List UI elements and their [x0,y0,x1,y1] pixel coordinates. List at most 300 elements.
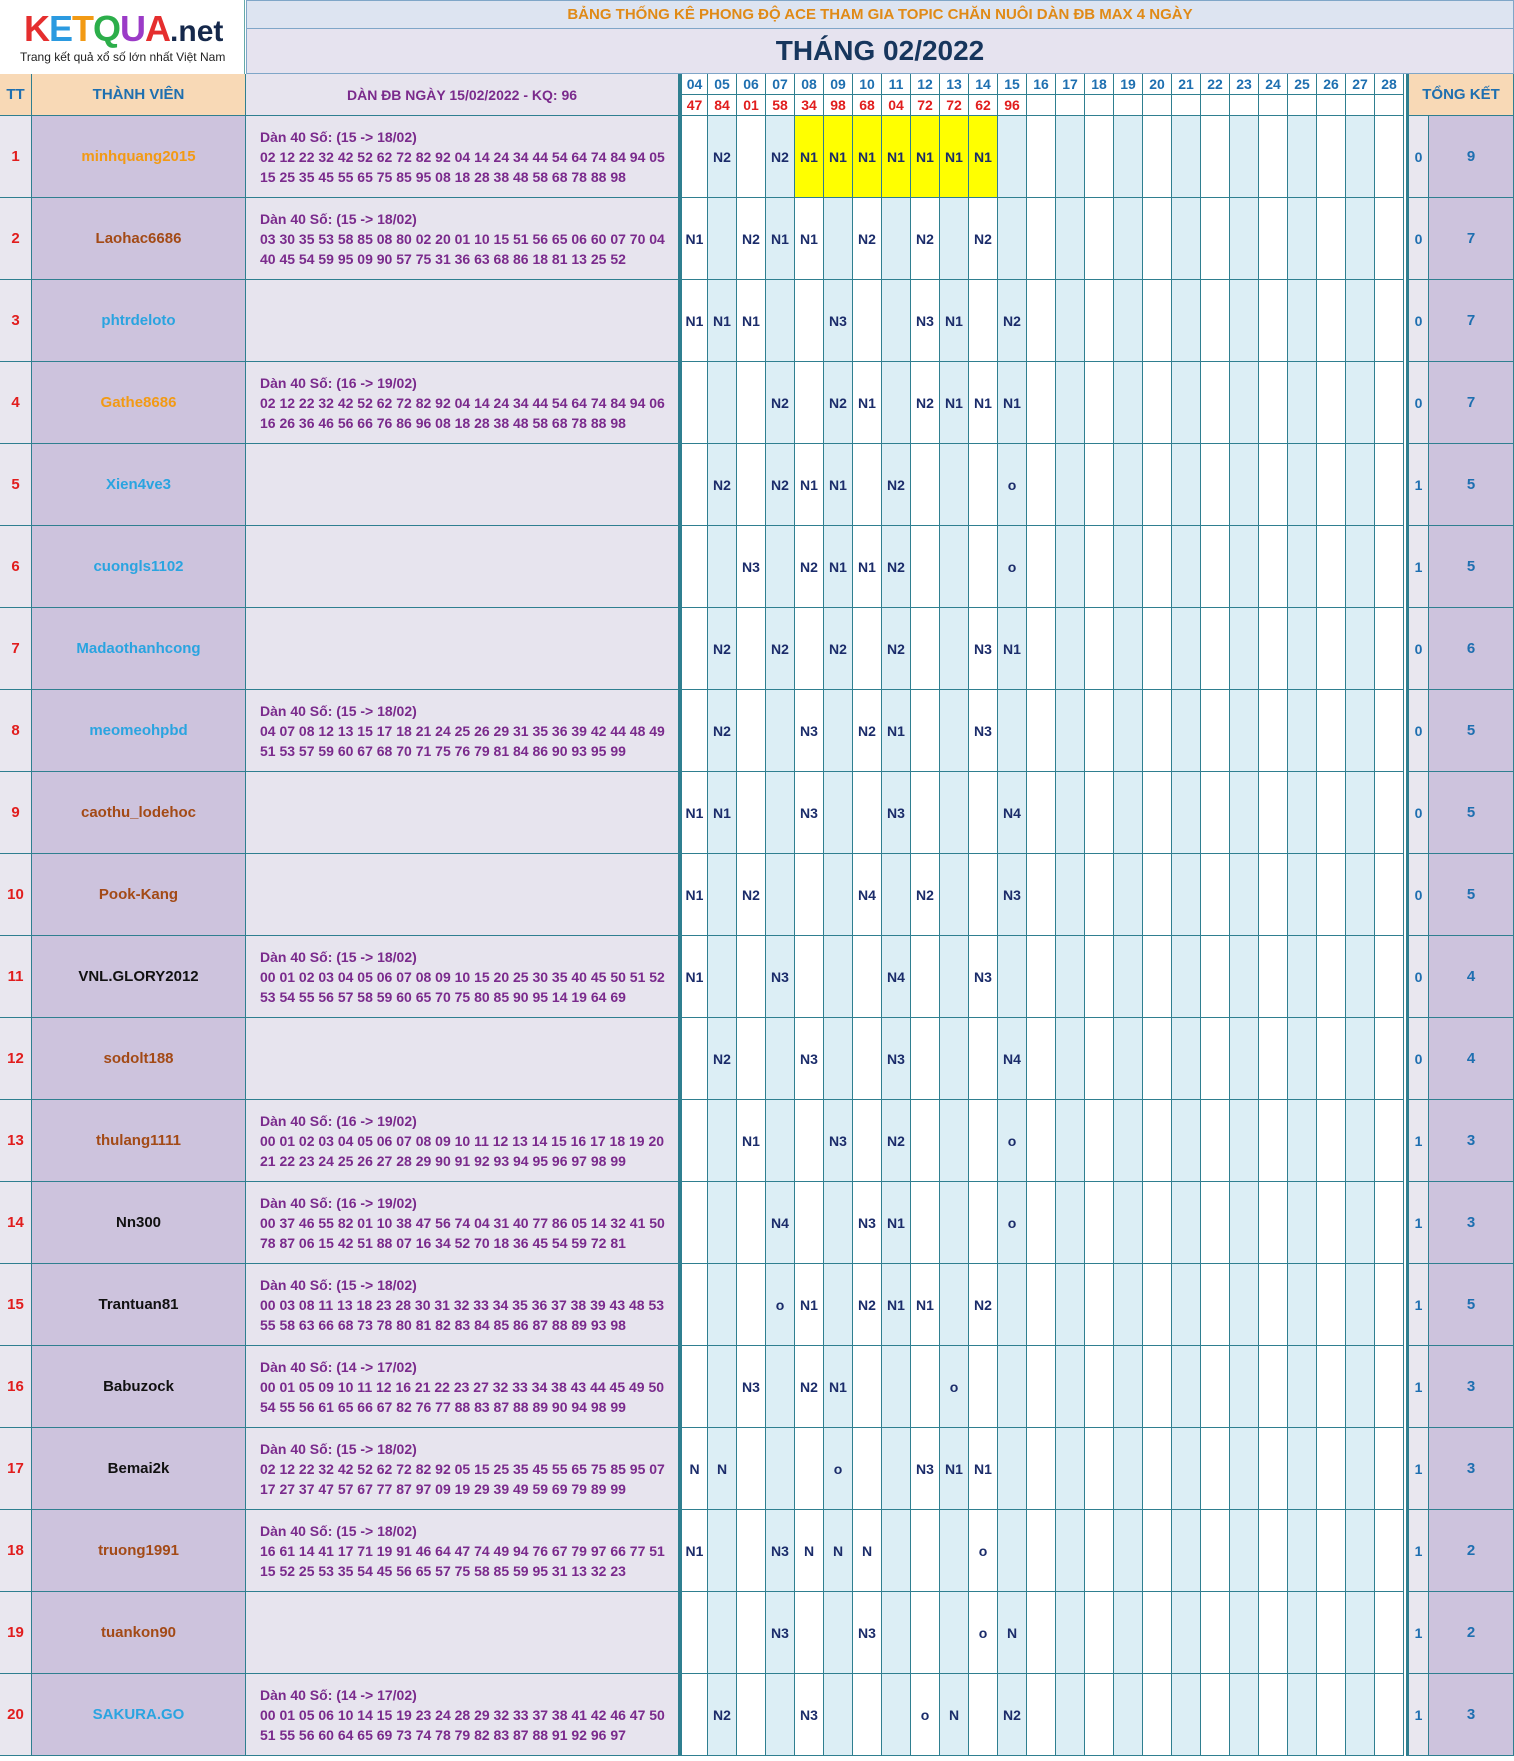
day-mark-cell [1201,690,1230,772]
dan-title: Dàn 40 Số: (15 -> 18/02) [260,949,417,965]
day-mark-cell [911,936,940,1018]
day-mark-cell: N3 [824,280,853,362]
day-mark-cell [1230,1182,1259,1264]
day-mark-cell [1230,1100,1259,1182]
day-mark-cell [1085,1428,1114,1510]
dan-title: Dàn 40 Số: (14 -> 17/02) [260,1359,417,1375]
day-mark-cell [1288,280,1317,362]
member-name[interactable]: minhquang2015 [32,116,246,198]
summary-total: 3 [1429,1674,1514,1756]
day-mark-cell [1143,1018,1172,1100]
day-mark-cell [1288,772,1317,854]
day-mark-cell: N2 [969,1264,998,1346]
day-mark-cell [1375,1100,1404,1182]
day-mark-cell [1230,116,1259,198]
day-mark-cell: N3 [795,690,824,772]
day-mark-cell [1201,1510,1230,1592]
day-mark-cell [1143,444,1172,526]
day-mark-cell [1027,854,1056,936]
day-mark-cell [1056,362,1085,444]
day-mark-cell [1346,936,1375,1018]
day-mark-cell [940,1510,969,1592]
day-mark-cell [1259,280,1288,362]
day-mark-cell [1259,854,1288,936]
row-index: 20 [0,1674,32,1756]
row-index: 6 [0,526,32,608]
dan-line: 16 26 36 46 56 66 76 86 96 08 18 28 38 48 58 68 78 88 98 [260,415,626,431]
day-mark-cell: N1 [998,608,1027,690]
day-mark-cell [853,1100,882,1182]
day-mark-cell [1375,444,1404,526]
day-mark-cell [1375,1428,1404,1510]
day-mark-cell [882,362,911,444]
day-header: 20 [1143,74,1172,95]
day-result: 58 [766,95,795,116]
day-mark-cell [969,1018,998,1100]
day-mark-cell [1201,772,1230,854]
day-mark-cell [940,1018,969,1100]
day-mark-cell: N2 [853,1264,882,1346]
dan-title: Dàn 40 Số: (14 -> 17/02) [260,1687,417,1703]
day-mark-cell [795,854,824,936]
day-mark-cell: N2 [708,444,737,526]
day-mark-cell [1027,198,1056,280]
day-mark-cell: N3 [969,936,998,1018]
day-mark-cell [1056,198,1085,280]
member-name[interactable]: Nn300 [32,1182,246,1264]
dan-numbers [246,1018,679,1100]
member-name[interactable]: truong1991 [32,1510,246,1592]
day-mark-cell: N1 [853,116,882,198]
day-mark-cell: N2 [795,526,824,608]
day-mark-cell: N1 [969,362,998,444]
summary-total: 4 [1429,936,1514,1018]
dan-line: 00 01 02 03 04 05 06 07 08 09 10 15 20 25 30 35 40 45 50 51 52 [260,969,665,985]
day-mark-cell: N [795,1510,824,1592]
day-mark-cell [1375,526,1404,608]
day-mark-cell: N2 [882,444,911,526]
day-mark-cell [824,772,853,854]
dan-line: 16 61 14 41 17 71 19 91 46 64 47 74 49 94 76 67 79 97 66 77 51 [260,1543,665,1559]
day-mark-cell: N1 [795,116,824,198]
day-mark-cell [1346,1264,1375,1346]
day-mark-cell [795,1428,824,1510]
day-mark-cell [679,1346,708,1428]
dan-line: 00 01 05 06 10 14 15 19 23 24 28 29 32 33 37 38 41 42 46 47 50 [260,1707,665,1723]
day-mark-cell [1230,444,1259,526]
day-mark-cell [1230,1264,1259,1346]
day-mark-cell [1346,444,1375,526]
day-mark-cell: N2 [911,362,940,444]
row-index: 4 [0,362,32,444]
dan-line: 02 12 22 32 42 52 62 72 82 92 04 14 24 34 44 54 64 74 84 94 05 [260,149,665,165]
day-mark-cell [795,1182,824,1264]
day-mark-cell [1346,1510,1375,1592]
row-index: 17 [0,1428,32,1510]
summary-total: 3 [1429,1428,1514,1510]
day-mark-cell [1114,444,1143,526]
summary-count: 1 [1406,1346,1429,1428]
day-mark-cell [998,936,1027,1018]
day-mark-cell: N3 [795,1018,824,1100]
day-mark-cell [969,854,998,936]
day-mark-cell [1114,526,1143,608]
member-name[interactable]: cuongls1102 [32,526,246,608]
day-header: 06 [737,74,766,95]
day-mark-cell [1346,280,1375,362]
day-mark-cell [1375,1018,1404,1100]
day-mark-cell [1172,1018,1201,1100]
day-mark-cell [1056,526,1085,608]
member-name[interactable]: Madaothanhcong [32,608,246,690]
day-mark-cell [969,772,998,854]
day-mark-cell [679,1264,708,1346]
day-mark-cell [1201,1346,1230,1428]
dan-title: Dàn 40 Số: (15 -> 18/02) [260,1441,417,1457]
member-name[interactable]: sodolt188 [32,1018,246,1100]
day-mark-cell [708,362,737,444]
day-mark-cell [679,526,708,608]
day-mark-cell [1288,1674,1317,1756]
day-mark-cell [1143,1182,1172,1264]
day-mark-cell [824,936,853,1018]
day-result: 04 [882,95,911,116]
day-result [1085,95,1114,116]
day-mark-cell [1143,1346,1172,1428]
day-mark-cell: N1 [795,198,824,280]
day-mark-cell: N [708,1428,737,1510]
day-mark-cell: N [824,1510,853,1592]
day-mark-cell [679,116,708,198]
day-mark-cell [1201,854,1230,936]
member-name[interactable]: thulang1111 [32,1100,246,1182]
summary-count: 1 [1406,444,1429,526]
day-mark-cell [766,1346,795,1428]
row-index: 12 [0,1018,32,1100]
day-mark-cell: N2 [824,608,853,690]
day-mark-cell: N1 [882,116,911,198]
day-mark-cell [1288,1018,1317,1100]
day-result: 84 [708,95,737,116]
day-mark-cell [1027,1182,1056,1264]
day-mark-cell [911,1346,940,1428]
day-mark-cell [766,526,795,608]
day-result [1230,95,1259,116]
day-mark-cell [1172,1674,1201,1756]
member-name[interactable]: VNL.GLORY2012 [32,936,246,1018]
day-mark-cell [1056,1510,1085,1592]
day-mark-cell [882,1674,911,1756]
day-mark-cell [1114,362,1143,444]
day-mark-cell [1085,772,1114,854]
day-mark-cell [1027,280,1056,362]
day-mark-cell [1230,936,1259,1018]
dan-numbers [246,772,679,854]
member-name[interactable]: caothu_lodehoc [32,772,246,854]
dan-numbers [246,854,679,936]
day-mark-cell [1375,198,1404,280]
member-name[interactable]: Laohac6686 [32,198,246,280]
summary-count: 0 [1406,936,1429,1018]
day-mark-cell [1143,1264,1172,1346]
day-mark-cell: N2 [708,116,737,198]
day-mark-cell [1027,1018,1056,1100]
day-mark-cell [1375,116,1404,198]
day-mark-cell [824,198,853,280]
day-mark-cell [1172,690,1201,772]
day-header: 17 [1056,74,1085,95]
day-mark-cell [1230,772,1259,854]
day-mark-cell: N1 [911,116,940,198]
dan-line: 02 12 22 32 42 52 62 72 82 92 05 15 25 35 45 55 65 75 85 95 07 [260,1461,665,1477]
day-mark-cell [1317,444,1346,526]
day-mark-cell [853,280,882,362]
day-header: 09 [824,74,853,95]
summary-count: 0 [1406,772,1429,854]
day-mark-cell [1259,444,1288,526]
day-mark-cell [1085,1264,1114,1346]
day-mark-cell [1143,280,1172,362]
day-mark-cell: N3 [911,1428,940,1510]
day-result [1027,95,1056,116]
day-mark-cell [1114,1100,1143,1182]
day-result [1346,95,1375,116]
column-header-tt: TT [0,74,32,116]
day-mark-cell [1317,1510,1346,1592]
day-mark-cell [1346,1018,1375,1100]
day-mark-cell [766,690,795,772]
dan-title: Dàn 40 Số: (15 -> 18/02) [260,1277,417,1293]
day-mark-cell: N1 [824,444,853,526]
member-name[interactable]: SAKURA.GO [32,1674,246,1756]
summary-count: 1 [1406,1592,1429,1674]
dan-numbers [246,362,679,444]
day-mark-cell [1346,690,1375,772]
day-mark-cell: N3 [882,772,911,854]
day-mark-cell [882,198,911,280]
summary-total: 5 [1429,854,1514,936]
member-name[interactable]: Trantuan81 [32,1264,246,1346]
day-mark-cell [1114,280,1143,362]
day-header: 07 [766,74,795,95]
row-index: 7 [0,608,32,690]
day-mark-cell [824,1592,853,1674]
day-mark-cell: N3 [911,280,940,362]
day-mark-cell: o [766,1264,795,1346]
day-result: 98 [824,95,853,116]
day-mark-cell [1172,362,1201,444]
day-mark-cell [1288,444,1317,526]
day-mark-cell [1027,608,1056,690]
day-mark-cell: N2 [882,526,911,608]
day-mark-cell [1143,198,1172,280]
day-mark-cell [1201,1428,1230,1510]
row-index: 3 [0,280,32,362]
day-mark-cell [1143,362,1172,444]
day-mark-cell: N1 [882,690,911,772]
day-mark-cell [824,1264,853,1346]
day-mark-cell [1259,1018,1288,1100]
dan-title: Dàn 40 Số: (15 -> 18/02) [260,703,417,719]
day-mark-cell [940,526,969,608]
day-mark-cell: N4 [998,772,1027,854]
summary-count: 0 [1406,690,1429,772]
day-mark-cell: N1 [853,362,882,444]
day-mark-cell [1085,608,1114,690]
day-mark-cell [1143,1100,1172,1182]
day-mark-cell [1027,1100,1056,1182]
dan-numbers [246,116,679,198]
day-mark-cell [1375,1346,1404,1428]
day-mark-cell: o [969,1592,998,1674]
day-mark-cell [1288,1428,1317,1510]
member-name[interactable]: phtrdeloto [32,280,246,362]
day-mark-cell [679,362,708,444]
ketqua-logo[interactable] [0,0,245,74]
dan-line: 55 58 63 66 68 73 78 80 81 82 83 84 85 86 87 88 89 93 98 [260,1317,626,1333]
day-mark-cell [1027,444,1056,526]
day-result: 72 [940,95,969,116]
day-result: 68 [853,95,882,116]
day-mark-cell [1143,936,1172,1018]
day-mark-cell: N [679,1428,708,1510]
day-mark-cell [969,280,998,362]
day-mark-cell [737,1182,766,1264]
summary-count: 0 [1406,280,1429,362]
logo-wordmark [24,8,223,50]
member-name[interactable]: Bemai2k [32,1428,246,1510]
row-index: 19 [0,1592,32,1674]
day-mark-cell [1172,444,1201,526]
day-mark-cell [940,444,969,526]
day-mark-cell [1172,1428,1201,1510]
day-mark-cell [766,1428,795,1510]
day-mark-cell: N2 [853,198,882,280]
row-index: 10 [0,854,32,936]
day-header: 12 [911,74,940,95]
day-mark-cell [1259,526,1288,608]
day-mark-cell [1288,1592,1317,1674]
day-mark-cell [1114,1428,1143,1510]
day-mark-cell [679,608,708,690]
day-mark-cell [1114,690,1143,772]
day-mark-cell [824,1018,853,1100]
day-mark-cell [940,1592,969,1674]
day-mark-cell [737,936,766,1018]
day-mark-cell [1317,1018,1346,1100]
member-name[interactable]: Gathe8686 [32,362,246,444]
day-mark-cell [911,1510,940,1592]
day-mark-cell: N1 [679,198,708,280]
day-mark-cell [1288,526,1317,608]
day-mark-cell: N2 [824,362,853,444]
row-index: 8 [0,690,32,772]
day-mark-cell: N3 [969,608,998,690]
day-mark-cell [1317,690,1346,772]
member-name[interactable]: meomeohpbd [32,690,246,772]
day-mark-cell: o [998,444,1027,526]
day-mark-cell: N2 [911,854,940,936]
day-mark-cell [708,1100,737,1182]
day-mark-cell [940,198,969,280]
day-mark-cell [1143,690,1172,772]
day-mark-cell [824,1674,853,1756]
day-mark-cell [1114,1264,1143,1346]
day-mark-cell [998,1346,1027,1428]
day-mark-cell [1114,854,1143,936]
row-index: 2 [0,198,32,280]
member-name[interactable]: Xien4ve3 [32,444,246,526]
day-mark-cell [1114,116,1143,198]
day-mark-cell [1201,280,1230,362]
day-mark-cell [1230,1510,1259,1592]
day-mark-cell [1230,1592,1259,1674]
dan-line: 04 07 08 12 13 15 17 18 21 24 25 26 29 31 35 36 39 42 44 48 49 [260,723,665,739]
day-mark-cell [679,690,708,772]
day-mark-cell [1056,1592,1085,1674]
day-mark-cell: N2 [795,1346,824,1428]
day-mark-cell [1201,444,1230,526]
day-mark-cell: N1 [940,116,969,198]
day-mark-cell [737,1428,766,1510]
day-mark-cell: N1 [940,280,969,362]
day-mark-cell [940,772,969,854]
day-mark-cell [766,1100,795,1182]
day-mark-cell [1056,854,1085,936]
day-mark-cell [969,1346,998,1428]
day-mark-cell [1259,1182,1288,1264]
day-mark-cell [911,1018,940,1100]
day-mark-cell [795,280,824,362]
day-mark-cell [1027,690,1056,772]
day-mark-cell [998,1428,1027,1510]
member-name[interactable]: tuankon90 [32,1592,246,1674]
dan-numbers [246,444,679,526]
day-mark-cell [1085,280,1114,362]
day-mark-cell [766,854,795,936]
day-mark-cell [1201,1674,1230,1756]
day-mark-cell [998,198,1027,280]
day-mark-cell [1143,526,1172,608]
day-mark-cell [708,526,737,608]
day-mark-cell: N3 [795,772,824,854]
day-mark-cell [1056,1674,1085,1756]
day-mark-cell [1230,362,1259,444]
day-mark-cell [1172,280,1201,362]
day-mark-cell [1375,772,1404,854]
day-mark-cell [1317,854,1346,936]
day-mark-cell: N2 [969,198,998,280]
member-name[interactable]: Babuzock [32,1346,246,1428]
day-mark-cell: o [824,1428,853,1510]
day-mark-cell: N3 [766,1510,795,1592]
day-mark-cell [1085,1100,1114,1182]
column-header-member: THÀNH VIÊN [32,74,246,116]
summary-total: 2 [1429,1592,1514,1674]
day-result [1143,95,1172,116]
day-mark-cell [1114,1346,1143,1428]
dan-line: 54 55 56 61 65 66 67 82 76 77 88 83 87 88 89 90 94 98 99 [260,1399,626,1415]
day-mark-cell [795,1100,824,1182]
day-mark-cell [824,690,853,772]
day-mark-cell: N1 [679,1510,708,1592]
member-name[interactable]: Pook-Kang [32,854,246,936]
day-mark-cell [1085,1182,1114,1264]
logo-letter: E [49,8,73,49]
summary-count: 1 [1406,1182,1429,1264]
day-mark-cell [679,1182,708,1264]
day-mark-cell: o [940,1346,969,1428]
